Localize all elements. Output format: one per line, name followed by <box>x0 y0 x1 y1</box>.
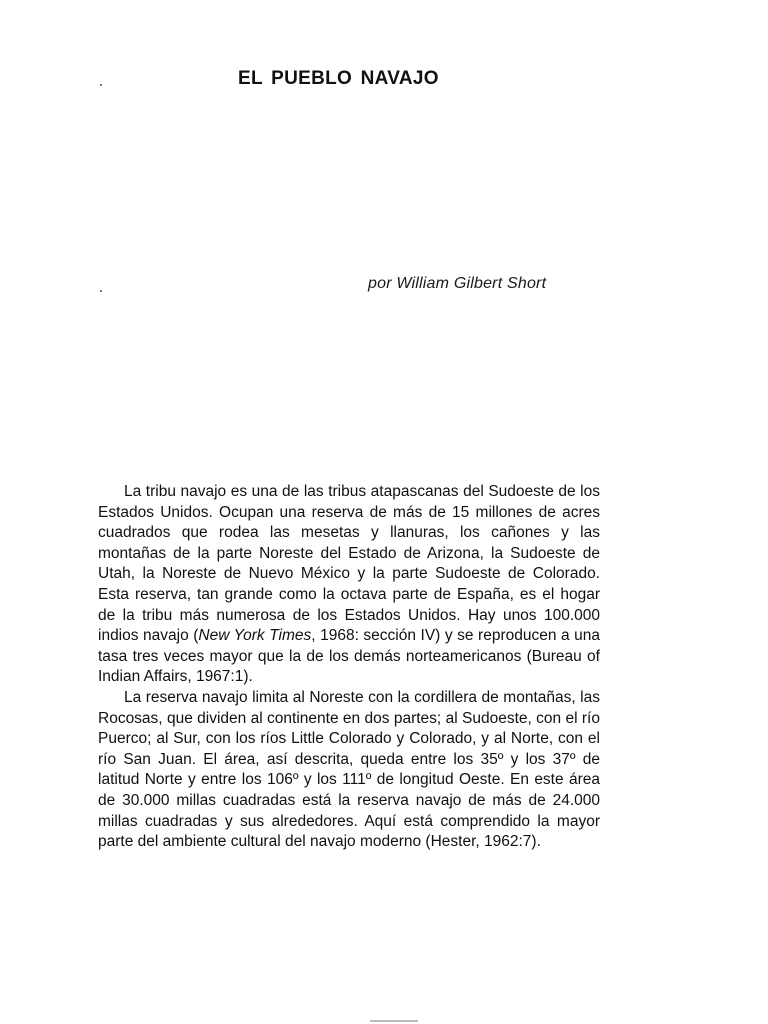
scan-speck <box>100 84 102 86</box>
scan-speck <box>100 290 102 292</box>
article-title: EL PUEBLO NAVAJO <box>238 68 439 89</box>
paragraph-1-text-a: La tribu navajo es una de las tribus atapascanas del Sudoeste de los Estados Unidos. Ocupan una reserva de más de 15 millones de acres cuadrados que rodea las mesetas y llanuras, los cañones y las montañas de la parte Noreste del Estado de Arizona, la Sudoeste de Utah, la Noreste de Nuevo México y la parte Sudoeste de Colorado. Esta reserva, tan grande como la octava parte de España, es el hogar de la tribu más numerosa de los Estados Unidos. Hay unos 100.000 indios navajo ( <box>98 483 600 645</box>
article-author: por William Gilbert Short <box>368 275 547 292</box>
paragraph-1 <box>98 482 600 688</box>
citation-newspaper-title: New York Times <box>198 627 312 645</box>
page-footer-mark <box>370 1020 418 1022</box>
paragraph-2: La reserva navajo limita al Noreste con la cordillera de montañas, las Rocosas, que dividen al continente en dos partes; al Sudoeste, con el río Puerco; al Sur, con los ríos Little Colorado y Colorado, y al Norte, con el río San Juan. El área, así descrita, queda entre los 35º y los 37º de latitud Norte y entre los 106º y los 111º de longitud Oeste. En este área de 30.000 millas cuadradas está la reserva navajo de más de 24.000 millas cuadradas y sus alrededores. Aquí está comprendido la mayor parte del ambiente cultural del navajo moderno (Hester, 1962:7). <box>98 688 600 851</box>
paragraph-1-text-b: , 1968: sección IV) y se reproducen a una tasa tres veces mayor que la de los demás norteamericanos (Bureau of Indian Affairs, 1967:1). <box>98 627 600 686</box>
article-body <box>98 482 600 853</box>
